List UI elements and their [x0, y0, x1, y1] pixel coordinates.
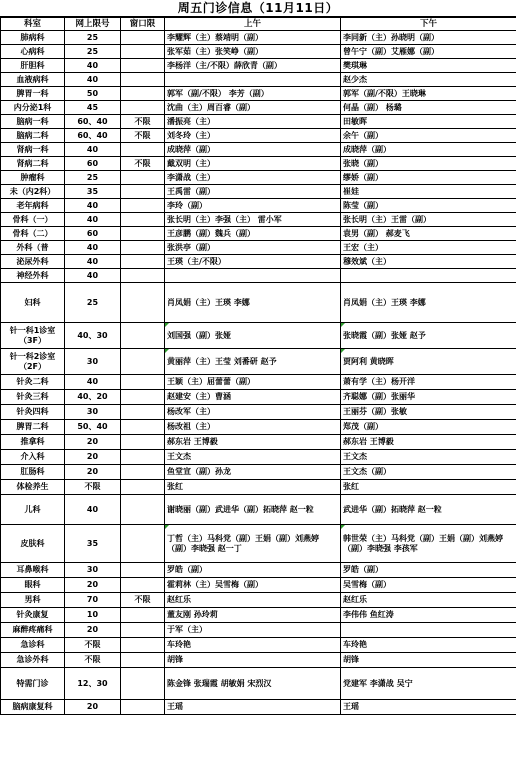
afternoon-cell: 贾阿利 黄晓晖: [341, 349, 516, 375]
online-limit-cell: 不限: [65, 653, 121, 668]
table-row: [1, 390, 516, 405]
morning-cell: 沈曲（主）周百睿（副）: [165, 101, 341, 115]
window-limit-cell: [121, 45, 165, 59]
online-limit-cell: 40: [65, 199, 121, 213]
window-limit-cell: [121, 31, 165, 45]
window-limit-cell: [121, 653, 165, 668]
window-limit-cell: [121, 213, 165, 227]
morning-cell: 王彦鹏（副）魏兵（副）: [165, 227, 341, 241]
table-row: [1, 450, 516, 465]
dept-cell: 针一科2诊室（2F）: [1, 349, 65, 375]
online-limit-cell: 40: [65, 73, 121, 87]
dept-cell: 内分泌1科: [1, 101, 65, 115]
dept-cell: 肛肠科: [1, 465, 65, 480]
afternoon-cell: 胡锋: [341, 653, 516, 668]
afternoon-cell: 李伟伟 鱼红涛: [341, 608, 516, 623]
afternoon-cell: 张晓霞（副）张娅 赵予: [341, 323, 516, 349]
dept-cell: 皮肤科: [1, 525, 65, 563]
table-row: [1, 241, 516, 255]
morning-cell: 黄丽萍（主）王莹 刘番研 赵予: [165, 349, 341, 375]
afternoon-cell: 郝东岩 王博毅: [341, 435, 516, 450]
online-limit-cell: 40: [65, 255, 121, 269]
morning-cell: [165, 269, 341, 283]
morning-cell: 郝东岩 王博毅: [165, 435, 341, 450]
online-limit-cell: 45: [65, 101, 121, 115]
table-row: [1, 129, 516, 143]
afternoon-cell: 崔娃: [341, 185, 516, 199]
online-limit-cell: 20: [65, 578, 121, 593]
window-limit-cell: [121, 375, 165, 390]
dept-cell: 麻醉疼痛科: [1, 623, 65, 638]
dept-cell: 骨科（二）: [1, 227, 65, 241]
window-limit-cell: [121, 495, 165, 525]
morning-cell: 谢晓丽（副）武进华（副）拓晓萍 赵一粒: [165, 495, 341, 525]
morning-cell: 丁哲（主）马科党（副）王娟（副）刘燕婷（副）李晓强 赵一丁: [165, 525, 341, 563]
afternoon-cell: 罗皓（副）: [341, 563, 516, 578]
window-limit-cell: [121, 241, 165, 255]
morning-cell: 胡锋: [165, 653, 341, 668]
afternoon-cell: 张长明（主）王雷（副）: [341, 213, 516, 227]
header-afternoon: 下午: [341, 18, 516, 31]
table-row: [1, 269, 516, 283]
morning-cell: 杨改军（主）: [165, 405, 341, 420]
online-limit-cell: 20: [65, 465, 121, 480]
dept-cell: 未（内2科）: [1, 185, 65, 199]
dept-cell: 脾胃二科: [1, 420, 65, 435]
window-limit-cell: [121, 578, 165, 593]
window-limit-cell: [121, 323, 165, 349]
window-limit-cell: [121, 185, 165, 199]
afternoon-cell: 李同新（主）孙晓明（副）: [341, 31, 516, 45]
dept-cell: 针灸二科: [1, 375, 65, 390]
afternoon-cell: 车玲艳: [341, 638, 516, 653]
table-row: [1, 157, 516, 171]
dept-cell: 特需门诊: [1, 668, 65, 700]
afternoon-cell: 张红: [341, 480, 516, 495]
morning-cell: 张洪亭（副）: [165, 241, 341, 255]
dept-cell: 体检养生: [1, 480, 65, 495]
window-limit-cell: [121, 700, 165, 715]
morning-cell: 于军（主）: [165, 623, 341, 638]
header-dept: 科室: [1, 18, 65, 31]
window-limit-cell: [121, 59, 165, 73]
header-morning: 上午: [165, 18, 341, 31]
table-row: [1, 375, 516, 390]
window-limit-cell: [121, 405, 165, 420]
online-limit-cell: 25: [65, 171, 121, 185]
dept-cell: 眼科: [1, 578, 65, 593]
morning-cell: 李杨洋（主/不限）薛欣青（副）: [165, 59, 341, 73]
table-row: [1, 465, 516, 480]
window-limit-cell: [121, 227, 165, 241]
window-limit-cell: [121, 349, 165, 375]
window-limit-cell: [121, 269, 165, 283]
table-row: [1, 608, 516, 623]
morning-cell: 王瑛（主/不限）: [165, 255, 341, 269]
afternoon-cell: 王丽芬（副）张敏: [341, 405, 516, 420]
morning-cell: 王文杰: [165, 450, 341, 465]
morning-cell: 陈金锋 张瑞霞 胡敏娟 宋烈汉: [165, 668, 341, 700]
header-row: [1, 18, 516, 31]
online-limit-cell: 50、40: [65, 420, 121, 435]
window-limit-cell: [121, 608, 165, 623]
online-limit-cell: 12、30: [65, 668, 121, 700]
window-limit-cell: 不限: [121, 129, 165, 143]
online-limit-cell: 20: [65, 435, 121, 450]
morning-cell: 李玲（副）: [165, 199, 341, 213]
morning-cell: 刘国强（副）张娅: [165, 323, 341, 349]
dept-cell: 老年病科: [1, 199, 65, 213]
online-limit-cell: 40: [65, 269, 121, 283]
afternoon-cell: [341, 269, 516, 283]
morning-cell: 张军茹（主）张笑峥（副）: [165, 45, 341, 59]
morning-cell: 郭军（副/不限） 李芳（副）: [165, 87, 341, 101]
afternoon-cell: 郑茂（副）: [341, 420, 516, 435]
afternoon-cell: 萧有学（主）杨开洋: [341, 375, 516, 390]
dept-cell: 针灸康复: [1, 608, 65, 623]
afternoon-cell: 余午（副）: [341, 129, 516, 143]
morning-cell: 王禹雷（副）: [165, 185, 341, 199]
online-limit-cell: 40: [65, 59, 121, 73]
morning-cell: 车玲艳: [165, 638, 341, 653]
morning-cell: 李耀辉（主）蔡靖明（副）: [165, 31, 341, 45]
window-limit-cell: [121, 199, 165, 213]
online-limit-cell: 60、40: [65, 129, 121, 143]
online-limit-cell: 30: [65, 405, 121, 420]
morning-cell: 李潇战（主）: [165, 171, 341, 185]
table-row: [1, 227, 516, 241]
dept-cell: 男科: [1, 593, 65, 608]
afternoon-cell: 袁男（副） 郝麦飞: [341, 227, 516, 241]
window-limit-cell: [121, 563, 165, 578]
afternoon-cell: 曾午宁（副）艾雁娜（副）: [341, 45, 516, 59]
window-limit-cell: [121, 450, 165, 465]
table-row: [1, 185, 516, 199]
window-limit-cell: [121, 623, 165, 638]
online-limit-cell: 40、30: [65, 323, 121, 349]
window-limit-cell: [121, 143, 165, 157]
online-limit-cell: 30: [65, 563, 121, 578]
online-limit-cell: 25: [65, 45, 121, 59]
window-limit-cell: [121, 390, 165, 405]
window-limit-cell: [121, 255, 165, 269]
afternoon-cell: 韩世荣（主）马科党（副）王娟（副）刘燕婷（副）李晓强 李孩军: [341, 525, 516, 563]
dept-cell: 脑病康复科: [1, 700, 65, 715]
dept-cell: 脾胃一科: [1, 87, 65, 101]
morning-cell: 霍莉林（主）吴雪梅（副）: [165, 578, 341, 593]
dept-cell: 针一科1诊室（3F）: [1, 323, 65, 349]
online-limit-cell: 20: [65, 450, 121, 465]
online-limit-cell: 40、20: [65, 390, 121, 405]
table-row: [1, 405, 516, 420]
online-limit-cell: 25: [65, 31, 121, 45]
table-row: [1, 700, 516, 715]
afternoon-cell: 王瑶: [341, 700, 516, 715]
afternoon-cell: 陈莹（副）: [341, 199, 516, 213]
table-row: [1, 31, 516, 45]
header-window-limit: 窗口限: [121, 18, 165, 31]
afternoon-cell: 肖凤娟（主）王瑛 李娜: [341, 283, 516, 323]
morning-cell: 杨改祖（主）: [165, 420, 341, 435]
afternoon-cell: 齐聪娜（副）张丽华: [341, 390, 516, 405]
dept-cell: 肺病科: [1, 31, 65, 45]
window-limit-cell: [121, 420, 165, 435]
online-limit-cell: 60: [65, 157, 121, 171]
afternoon-cell: 王宏（主）: [341, 241, 516, 255]
table-row: [1, 59, 516, 73]
dept-cell: 针灸三科: [1, 390, 65, 405]
online-limit-cell: 10: [65, 608, 121, 623]
window-limit-cell: 不限: [121, 593, 165, 608]
afternoon-cell: 王文杰（副）: [341, 465, 516, 480]
dept-cell: 耳鼻喉科: [1, 563, 65, 578]
afternoon-cell: 王文杰: [341, 450, 516, 465]
window-limit-cell: [121, 465, 165, 480]
morning-cell: 罗皓（副）: [165, 563, 341, 578]
afternoon-cell: 郭军（副/不限）王晓琳: [341, 87, 516, 101]
dept-cell: 急诊外科: [1, 653, 65, 668]
dept-cell: 介入科: [1, 450, 65, 465]
online-limit-cell: 40: [65, 375, 121, 390]
online-limit-cell: 25: [65, 283, 121, 323]
morning-cell: 张红: [165, 480, 341, 495]
afternoon-cell: 赵红乐: [341, 593, 516, 608]
table-row: [1, 199, 516, 213]
dept-cell: 泌尿外科: [1, 255, 65, 269]
schedule-table: [0, 17, 516, 715]
table-row: [1, 480, 516, 495]
dept-cell: 肾病一科: [1, 143, 65, 157]
table-row: [1, 255, 516, 269]
online-limit-cell: 40: [65, 143, 121, 157]
table-row: [1, 420, 516, 435]
window-limit-cell: [121, 73, 165, 87]
morning-cell: 戴双明（主）: [165, 157, 341, 171]
window-limit-cell: [121, 101, 165, 115]
window-limit-cell: [121, 668, 165, 700]
table-row: [1, 73, 516, 87]
online-limit-cell: 35: [65, 185, 121, 199]
table-row: [1, 213, 516, 227]
afternoon-cell: 赵少杰: [341, 73, 516, 87]
table-row: [1, 115, 516, 129]
afternoon-cell: 缪娇（副）: [341, 171, 516, 185]
online-limit-cell: 70: [65, 593, 121, 608]
dept-cell: 脑病二科: [1, 129, 65, 143]
dept-cell: 推拿科: [1, 435, 65, 450]
dept-cell: 外科（普: [1, 241, 65, 255]
afternoon-cell: 张晓（副）: [341, 157, 516, 171]
afternoon-cell: 何晶（副） 杨璐: [341, 101, 516, 115]
online-limit-cell: 40: [65, 213, 121, 227]
afternoon-cell: 穆效斌（主）: [341, 255, 516, 269]
window-limit-cell: [121, 525, 165, 563]
morning-cell: 鱼堂宣（副）孙龙: [165, 465, 341, 480]
page-title: 周五门诊信息（11月11日）: [0, 0, 516, 17]
afternoon-cell: 樊琪琳: [341, 59, 516, 73]
afternoon-cell: 吴雪梅（副）: [341, 578, 516, 593]
afternoon-cell: 武进华（副）拓晓萍 赵一粒: [341, 495, 516, 525]
window-limit-cell: [121, 480, 165, 495]
table-row: [1, 101, 516, 115]
morning-cell: 赵建安（主）曹涵: [165, 390, 341, 405]
online-limit-cell: 40: [65, 495, 121, 525]
online-limit-cell: 20: [65, 700, 121, 715]
online-limit-cell: 不限: [65, 638, 121, 653]
dept-cell: 肿瘤科: [1, 171, 65, 185]
dept-cell: 儿科: [1, 495, 65, 525]
table-row: [1, 495, 516, 525]
header-online-limit: 网上限号: [65, 18, 121, 31]
table-row: [1, 525, 516, 563]
online-limit-cell: 30: [65, 349, 121, 375]
table-row: [1, 638, 516, 653]
morning-cell: 刘冬玲（主）: [165, 129, 341, 143]
dept-cell: 骨科（一）: [1, 213, 65, 227]
online-limit-cell: 35: [65, 525, 121, 563]
dept-cell: 针灸四科: [1, 405, 65, 420]
dept-cell: 神经外科: [1, 269, 65, 283]
window-limit-cell: [121, 283, 165, 323]
online-limit-cell: 40: [65, 241, 121, 255]
afternoon-cell: 成晓萍（副）: [341, 143, 516, 157]
dept-cell: 妇科: [1, 283, 65, 323]
morning-cell: 肖凤娟（主）王瑛 李娜: [165, 283, 341, 323]
afternoon-cell: [341, 623, 516, 638]
online-limit-cell: 50: [65, 87, 121, 101]
table-row: [1, 349, 516, 375]
table-row: [1, 171, 516, 185]
window-limit-cell: [121, 171, 165, 185]
morning-cell: 张长明（主）李强（主） 雷小军: [165, 213, 341, 227]
morning-cell: 潘振亮（主）: [165, 115, 341, 129]
table-row: [1, 653, 516, 668]
window-limit-cell: 不限: [121, 157, 165, 171]
online-limit-cell: 不限: [65, 480, 121, 495]
table-row: [1, 323, 516, 349]
dept-cell: 脑病一科: [1, 115, 65, 129]
dept-cell: 急诊科: [1, 638, 65, 653]
morning-cell: [165, 73, 341, 87]
afternoon-cell: 党建军 李潇战 吴宁: [341, 668, 516, 700]
table-row: [1, 435, 516, 450]
table-row: [1, 578, 516, 593]
window-limit-cell: [121, 435, 165, 450]
dept-cell: 心病科: [1, 45, 65, 59]
window-limit-cell: [121, 638, 165, 653]
table-row: [1, 593, 516, 608]
online-limit-cell: 20: [65, 623, 121, 638]
table-row: [1, 563, 516, 578]
morning-cell: 王颖（主）屈蕾蕾（副）: [165, 375, 341, 390]
table-row: [1, 623, 516, 638]
table-row: [1, 87, 516, 101]
morning-cell: 王瑶: [165, 700, 341, 715]
online-limit-cell: 60、40: [65, 115, 121, 129]
table-row: [1, 668, 516, 700]
window-limit-cell: 不限: [121, 115, 165, 129]
dept-cell: 血液病科: [1, 73, 65, 87]
table-row: [1, 143, 516, 157]
window-limit-cell: [121, 87, 165, 101]
dept-cell: 肝胆科: [1, 59, 65, 73]
table-row: [1, 45, 516, 59]
table-row: [1, 283, 516, 323]
afternoon-cell: 田敏晖: [341, 115, 516, 129]
morning-cell: 赵红乐: [165, 593, 341, 608]
morning-cell: 成晓萍（副）: [165, 143, 341, 157]
dept-cell: 肾病二科: [1, 157, 65, 171]
morning-cell: 董友刚 孙玲莉: [165, 608, 341, 623]
online-limit-cell: 60: [65, 227, 121, 241]
